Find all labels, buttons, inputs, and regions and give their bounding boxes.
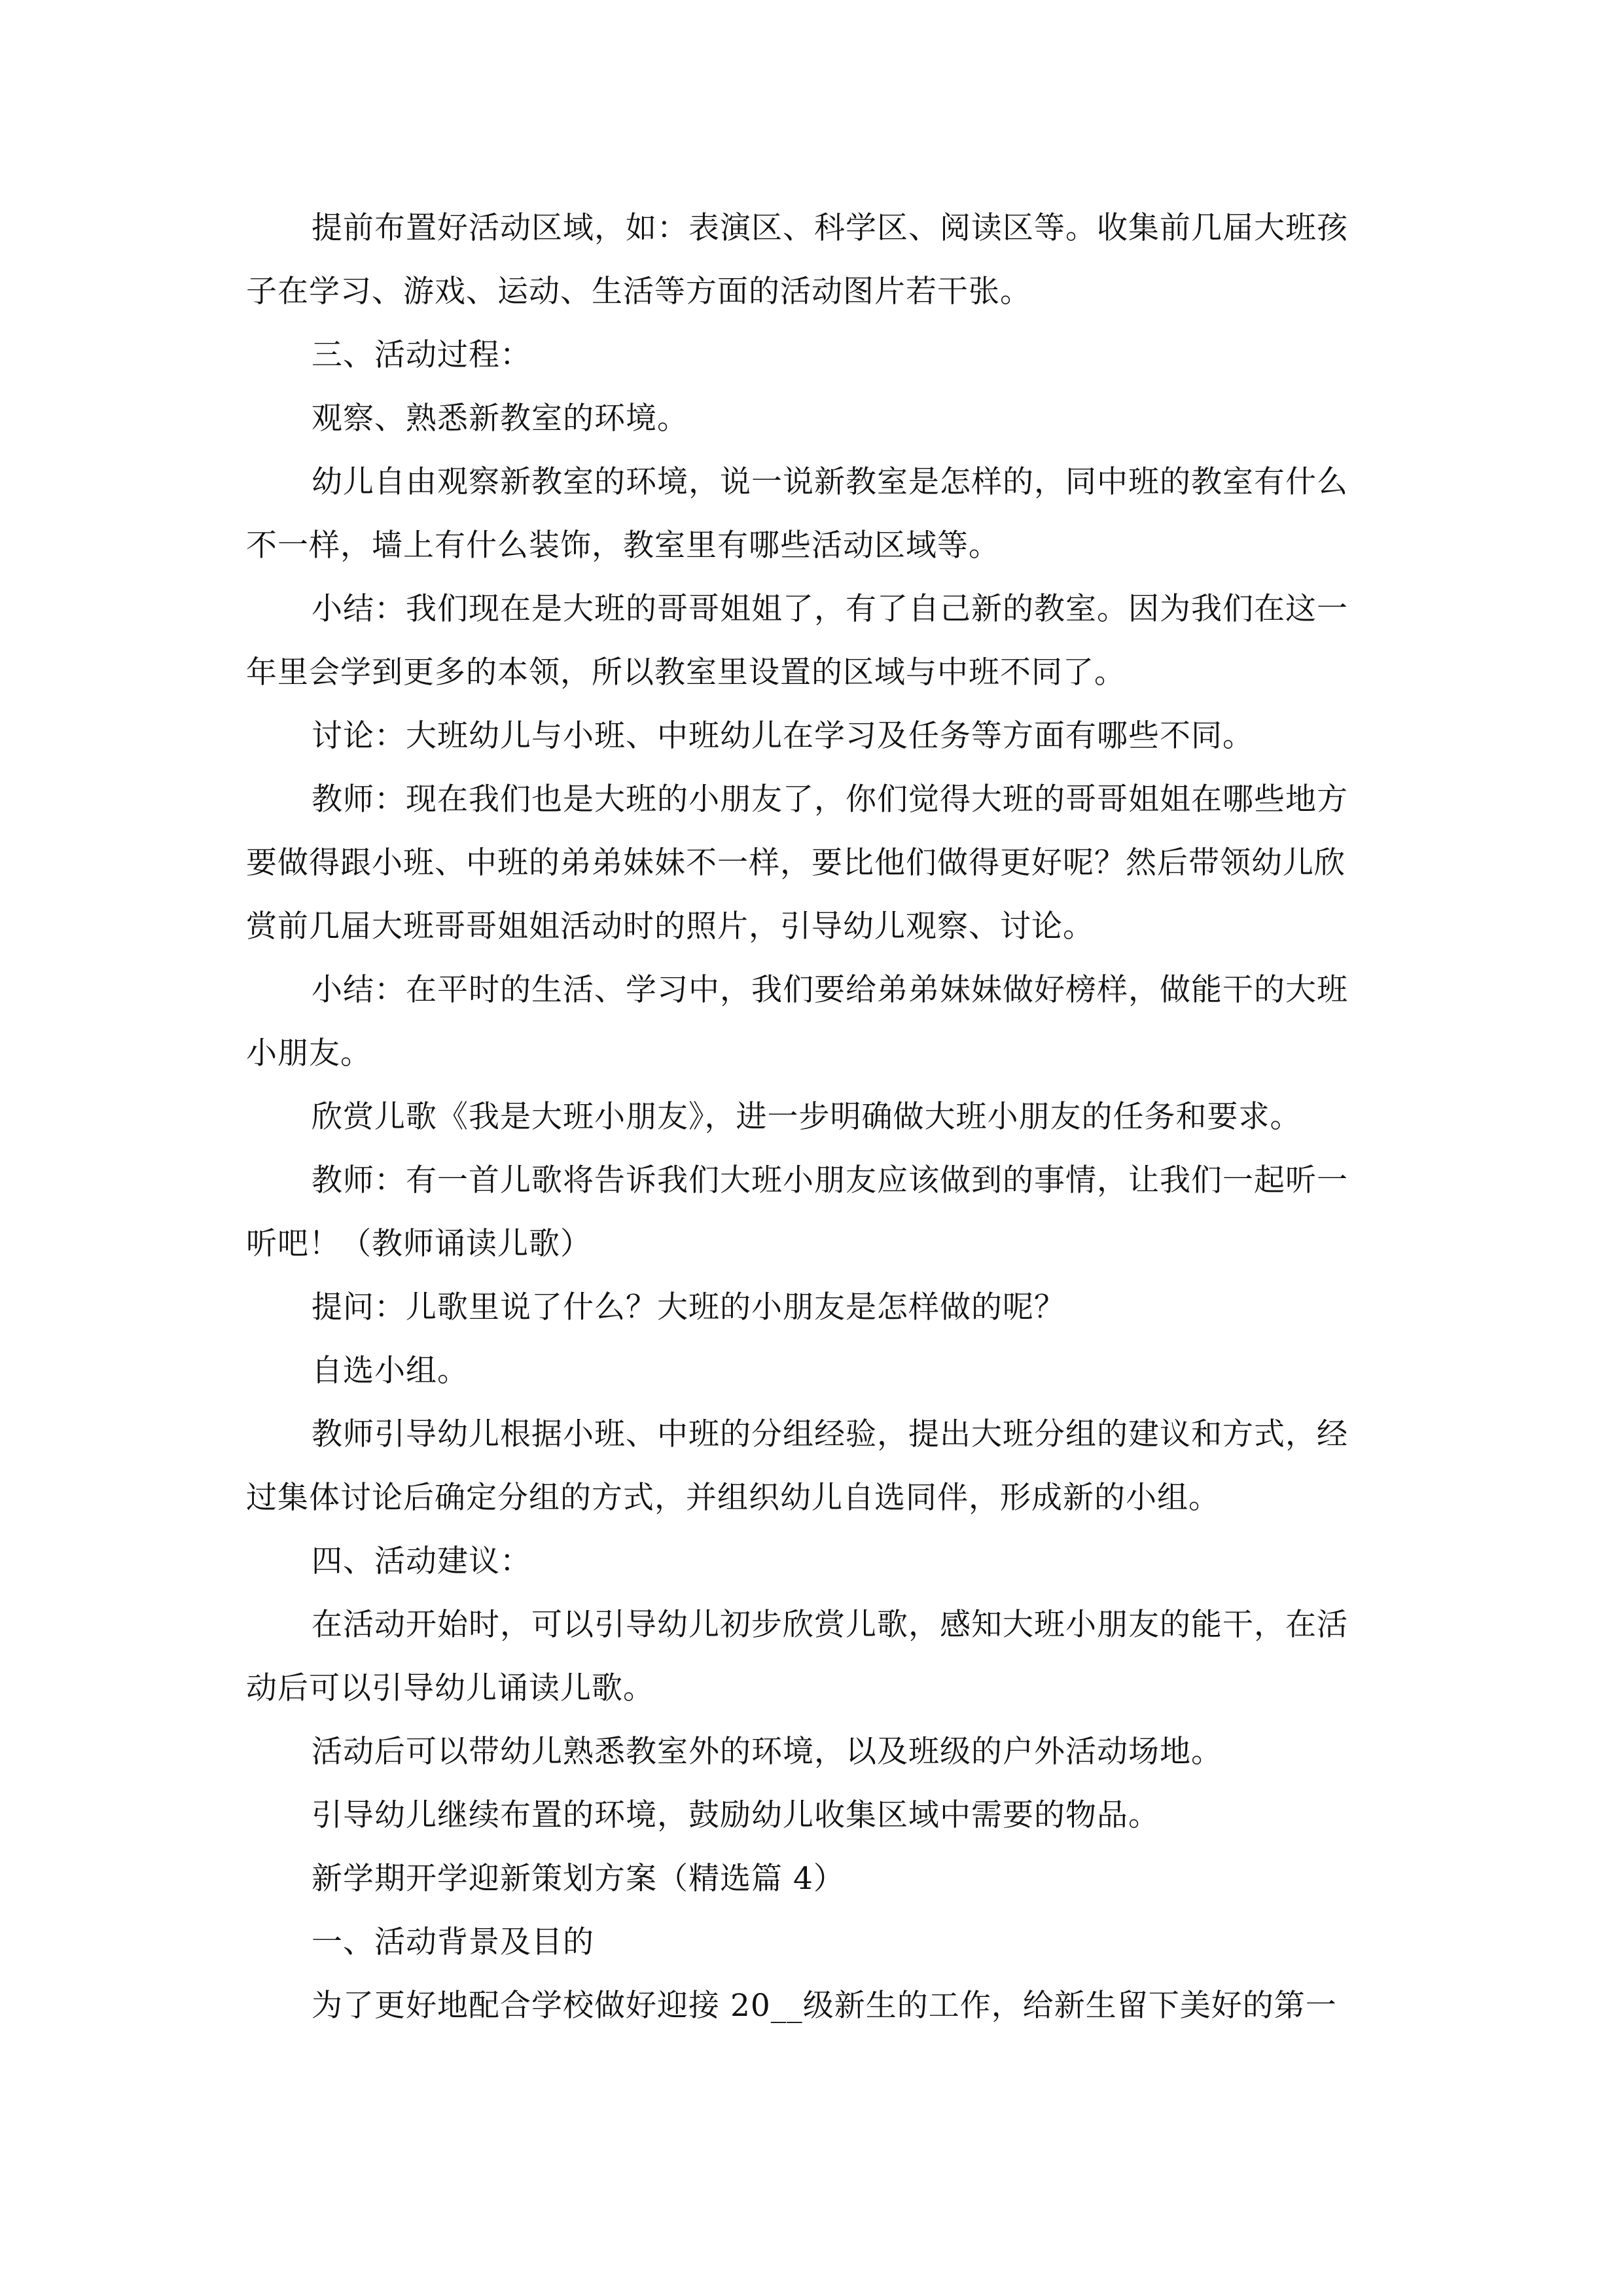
paragraph-line: 过集体讨论后确定分组的方式，并组织幼儿自选同伴，形成新的小组。 [246, 1480, 1220, 1516]
paragraph-line: 为了更好地配合学校做好迎接 20__级新生的工作，给新生留下美好的第一 [312, 1988, 1337, 2024]
paragraph-line: 年里会学到更多的本领，所以教室里设置的区域与中班不同了。 [246, 655, 1126, 691]
paragraph-line: 幼儿自由观察新教室的环境，说一说新教室是怎样的，同中班的教室有什么 [312, 464, 1348, 500]
paragraph-line: 观察、熟悉新教室的环境。 [312, 401, 688, 437]
paragraph-line: 动后可以引导幼儿诵读儿歌。 [246, 1670, 654, 1706]
article-title: 新学期开学迎新策划方案（精选篇 4） [312, 1861, 845, 1897]
paragraph-line: 在活动开始时，可以引导幼儿初步欣赏儿歌，感知大班小朋友的能干，在活 [312, 1607, 1348, 1643]
paragraph-line: 自选小组。 [312, 1353, 469, 1389]
paragraph-line: 活动后可以带幼儿熟悉教室外的环境，以及班级的户外活动场地。 [312, 1734, 1222, 1770]
paragraph-line: 不一样，墙上有什么装饰，教室里有哪些活动区域等。 [246, 528, 1000, 564]
section-heading: 四、活动建议： [312, 1543, 531, 1579]
paragraph-line: 听吧！（教师诵读儿歌） [246, 1226, 592, 1262]
paragraph-line: 小朋友。 [246, 1035, 372, 1071]
paragraph-line: 引导幼儿继续布置的环境，鼓励幼儿收集区域中需要的物品。 [312, 1797, 1160, 1833]
paragraph-line: 讨论：大班幼儿与小班、中班幼儿在学习及任务等方面有哪些不同。 [312, 718, 1254, 754]
paragraph-line: 教师：现在我们也是大班的小朋友了，你们觉得大班的哥哥姐姐在哪些地方 [312, 781, 1348, 817]
paragraph-line: 教师引导幼儿根据小班、中班的分组经验，提出大班分组的建议和方式，经 [312, 1416, 1348, 1452]
section-heading: 三、活动过程： [312, 337, 531, 373]
paragraph-line: 欣赏儿歌《我是大班小朋友》，进一步明确做大班小朋友的任务和要求。 [312, 1099, 1302, 1135]
paragraph-line: 教师：有一首儿歌将告诉我们大班小朋友应该做到的事情，让我们一起听一 [312, 1162, 1348, 1198]
paragraph-line: 提问：儿歌里说了什么？大班的小朋友是怎样做的呢？ [312, 1289, 1065, 1325]
paragraph-line: 提前布置好活动区域，如：表演区、科学区、阅读区等。收集前几届大班孩 [312, 210, 1348, 246]
paragraph-line: 小结：我们现在是大班的哥哥姐姐了，有了自己新的教室。因为我们在这一 [312, 591, 1348, 627]
paragraph-line: 赏前几届大班哥哥姐姐活动时的照片，引导幼儿观察、讨论。 [246, 908, 1094, 944]
paragraph-line: 小结：在平时的生活、学习中，我们要给弟弟妹妹做好榜样，做能干的大班 [312, 972, 1348, 1008]
document-body [246, 196, 1378, 2037]
section-heading: 一、活动背景及目的 [312, 1924, 594, 1960]
paragraph-line: 子在学习、游戏、运动、生活等方面的活动图片若干张。 [246, 274, 1031, 310]
paragraph-line: 要做得跟小班、中班的弟弟妹妹不一样，要比他们做得更好呢？然后带领幼儿欣 [246, 845, 1346, 881]
